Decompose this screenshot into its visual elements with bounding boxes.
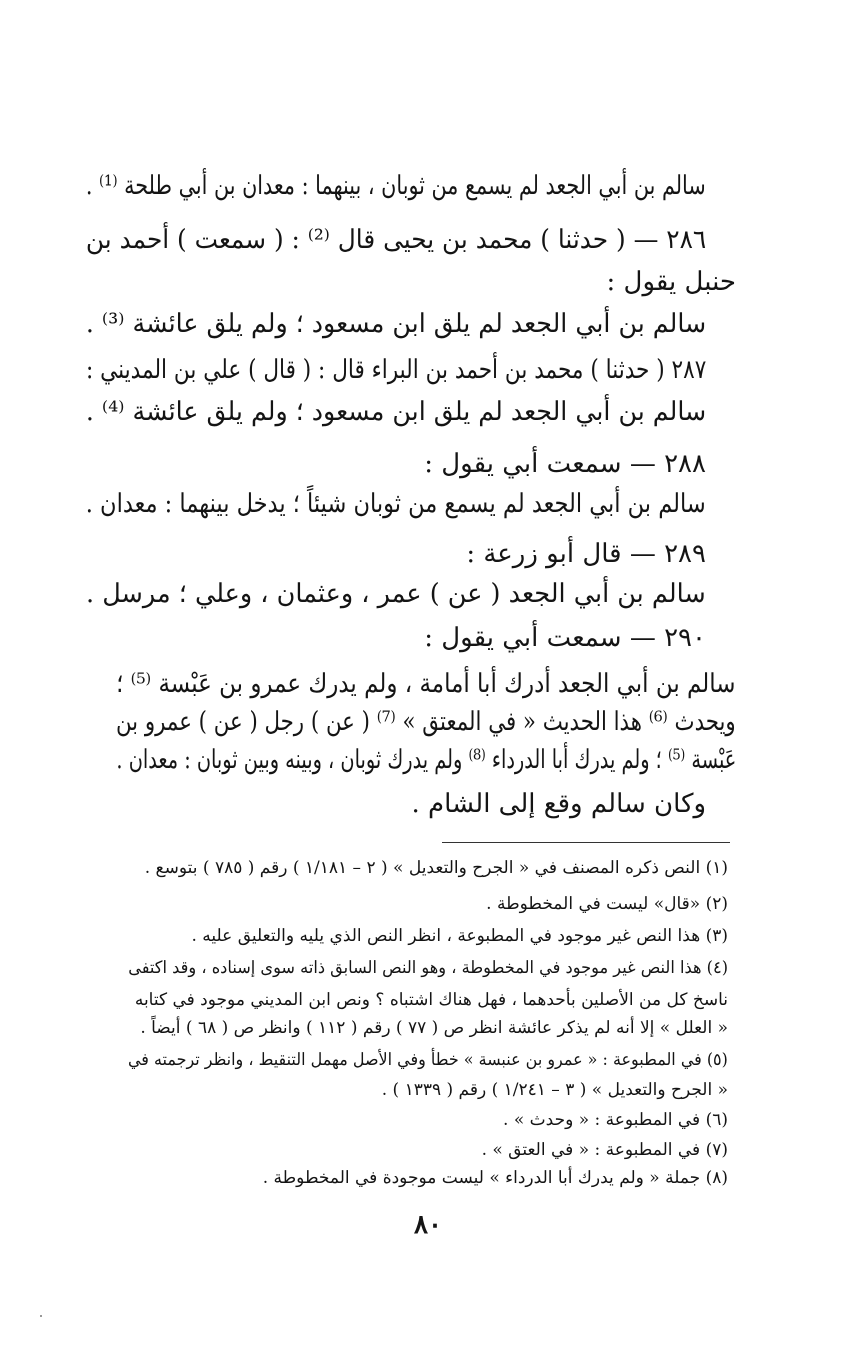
- footnote-continuation: ناسخ كل من الأصلين بأحدهما ، فهل هناك اشتباه ؟ ونص ابن المديني موجود في كتابه: [134, 990, 728, 1010]
- footnote: (٤) هذا النص غير موجود في المخطوطة ، وهو النص السابق ذاته سوى إسناده ، وقد اكتفى: [128, 958, 728, 978]
- body-line: عَبْسة ⁽⁵⁾ ؛ ولم يدرك أبا الدرداء ⁽⁸⁾ ولم يدرك ثوبان ، وبينه وبين ثوبان : معدان .: [116, 745, 736, 775]
- footnote-continuation: « الجرح والتعديل » ( ٣ – ١/٢٤١ ) رقم ( ١٣٣٩ ) .: [381, 1080, 728, 1100]
- body-line: ٢٩٠ — سمعت أبي يقول :: [424, 623, 706, 653]
- footnote: (٨) جملة « ولم يدرك أبا الدرداء » ليست موجودة في المخطوطة .: [262, 1168, 728, 1188]
- footnote: (١) النص ذكره المصنف في « الجرح والتعديل » ( ٢ – ١/١٨١ ) رقم ( ٧٨٥ ) بتوسع .: [144, 858, 728, 878]
- footnote-continuation: « العلل » إلا أنه لم يذكر عائشة انظر ص ( ٧٧ ) رقم ( ١١٢ ) وانظر ص ( ٦٨ ) أيضاً .: [140, 1018, 728, 1038]
- body-line: سالم بن أبي الجعد ( عن ) عمر ، وعثمان ، وعلي ؛ مرسل .: [86, 579, 706, 609]
- body-line: ٢٨٨ — سمعت أبي يقول :: [424, 449, 706, 479]
- footnote-separator: [442, 842, 730, 843]
- page-number: ٨٠: [414, 1210, 442, 1240]
- footnote: (٢) «قال» ليست في المخطوطة .: [486, 894, 728, 914]
- body-line: ٢٨٩ — قال أبو زرعة :: [466, 539, 706, 569]
- footnote: (٦) في المطبوعة : « وحدث » .: [503, 1110, 728, 1130]
- footnote: (٣) هذا النص غير موجود في المطبوعة ، انظر النص الذي يليه والتعليق عليه .: [191, 926, 728, 946]
- body-line: سالم بن أبي الجعد أدرك أبا أمامة ، ولم يدرك عمرو بن عَبْسة ⁽⁵⁾ ؛: [116, 669, 736, 699]
- body-line: ويحدث ⁽⁶⁾ هذا الحديث « في المعتق » ⁽⁷⁾ ( عن ) رجل ( عن ) عمرو بن: [116, 707, 736, 737]
- body-line: ٢٨٦ — ( حدثنا ) محمد بن يحيى قال ⁽²⁾ : ( سمعت ) أحمد بن: [85, 225, 706, 255]
- body-line: سالم بن أبي الجعد لم يسمع من ثوبان ، بينهما : معدان بن أبي طلحة ⁽¹⁾ .: [86, 171, 707, 201]
- scan-speck: [40, 1315, 42, 1317]
- footnote: (٥) في المطبوعة : « عمرو بن عنبسة » خطأ وفي الأصل مهمل التنقيط ، وانظر ترجمته في: [128, 1050, 728, 1070]
- body-line: وكان سالم وقع إلى الشام .: [411, 789, 706, 819]
- footnote: (٧) في المطبوعة : « في العتق » .: [481, 1140, 728, 1160]
- body-line: سالم بن أبي الجعد لم يلق ابن مسعود ؛ ولم يلق عائشة ⁽⁴⁾ .: [85, 397, 707, 427]
- body-line: حنبل يقول :: [606, 267, 736, 297]
- body-line: سالم بن أبي الجعد لم يسمع من ثوبان شيئاً ؛ يدخل بينهما : معدان .: [86, 489, 706, 519]
- body-line: ٢٨٧ ( حدثنا ) محمد بن أحمد بن البراء قال : ( قال ) علي بن المديني :: [85, 355, 706, 385]
- body-line: سالم بن أبي الجعد لم يلق ابن مسعود ؛ ولم يلق عائشة ⁽³⁾ .: [85, 309, 707, 339]
